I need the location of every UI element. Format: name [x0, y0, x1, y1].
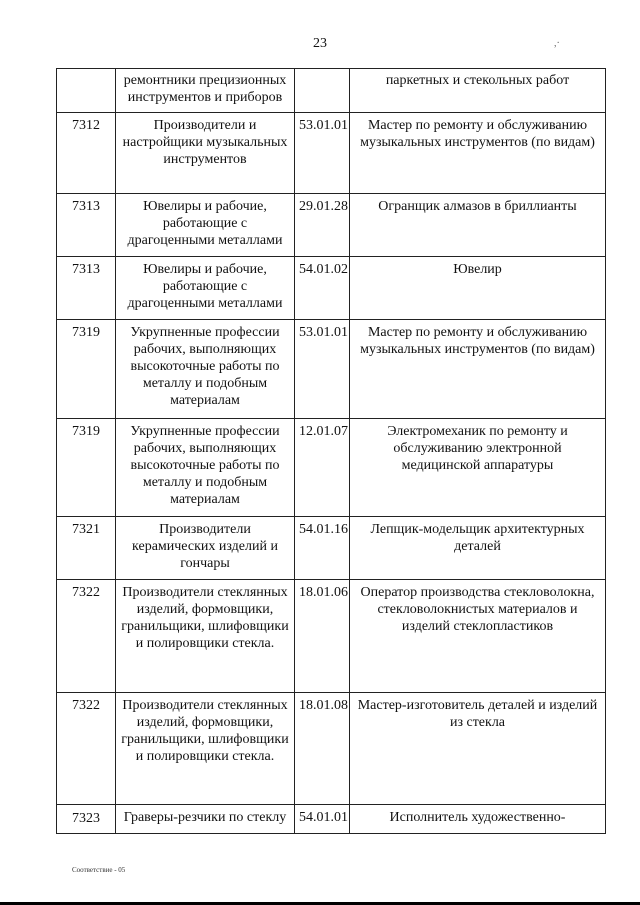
- occupation-group-cell: Граверы-резчики по стеклу: [116, 805, 295, 834]
- table-row: [57, 320, 606, 419]
- okz-code-cell: 7322: [57, 693, 116, 805]
- program-code-cell: 54.01.02: [295, 257, 350, 320]
- profession-cell: Электромеханик по ремонту и обслуживанию электронной медицинской аппаратуры: [350, 419, 606, 517]
- okz-code-cell: 7313: [57, 257, 116, 320]
- occupation-group-cell: Производители и настройщики музыкальных инструментов: [116, 113, 295, 194]
- occupation-group-cell: Ювелиры и рабочие, работающие с драгоценными металлами: [116, 257, 295, 320]
- occupation-group-cell: Производители стеклянных изделий, формовщики, гранильщики, шлифовщики и полировщики стекла.: [116, 580, 295, 693]
- scan-mark: ,·: [554, 38, 560, 49]
- program-code-cell: 18.01.08: [295, 693, 350, 805]
- okz-code-cell: 7323: [57, 805, 116, 834]
- profession-cell: Ювелир: [350, 257, 606, 320]
- program-code-cell: [295, 69, 350, 113]
- profession-cell: Лепщик-модельщик архитектурных деталей: [350, 517, 606, 580]
- program-code-cell: 29.01.28: [295, 194, 350, 257]
- occupation-group-cell: Производители стеклянных изделий, формовщики, гранильщики, шлифовщики и полировщики стекла.: [116, 693, 295, 805]
- program-code-cell: 12.01.07: [295, 419, 350, 517]
- profession-cell: Огранщик алмазов в бриллианты: [350, 194, 606, 257]
- okz-code-cell: 7319: [57, 419, 116, 517]
- okz-code-cell: 7312: [57, 113, 116, 194]
- occupation-group-cell: Ювелиры и рабочие, работающие с драгоценными металлами: [116, 194, 295, 257]
- occupation-group-cell: Укрупненные профессии рабочих, выполняющих высокоточные работы по металлу и подобным материалам: [116, 320, 295, 419]
- occupation-group-cell: Производители керамических изделий и гончары: [116, 517, 295, 580]
- program-code-cell: 54.01.16: [295, 517, 350, 580]
- table-row: [57, 693, 606, 805]
- profession-cell: Оператор производства стекловолокна, стекловолокнистых материалов и изделий стеклопластиков: [350, 580, 606, 693]
- profession-cell: Исполнитель художественно-: [350, 805, 606, 834]
- profession-cell: Мастер-изготовитель деталей и изделий из стекла: [350, 693, 606, 805]
- footer-note: Соответствие - 05: [72, 866, 126, 874]
- table-row: [57, 113, 606, 194]
- okz-code-cell: 7319: [57, 320, 116, 419]
- occupation-group-cell: ремонтники прецизионных инструментов и приборов: [116, 69, 295, 113]
- profession-cell: Мастер по ремонту и обслуживанию музыкальных инструментов (по видам): [350, 320, 606, 419]
- okz-code-cell: [57, 69, 116, 113]
- table-row: [57, 194, 606, 257]
- table-row: [57, 257, 606, 320]
- program-code-cell: 53.01.01: [295, 320, 350, 419]
- table-row: [57, 805, 606, 834]
- table-row: [57, 517, 606, 580]
- occupation-group-cell: Укрупненные профессии рабочих, выполняющих высокоточные работы по металлу и подобным материалам: [116, 419, 295, 517]
- page-number: 23: [313, 36, 327, 51]
- profession-cell: Мастер по ремонту и обслуживанию музыкальных инструментов (по видам): [350, 113, 606, 194]
- okz-code-cell: 7313: [57, 194, 116, 257]
- okz-code-cell: 7322: [57, 580, 116, 693]
- program-code-cell: 18.01.06: [295, 580, 350, 693]
- okz-code-cell: 7321: [57, 517, 116, 580]
- table-row: [57, 69, 606, 113]
- profession-cell: паркетных и стекольных работ: [350, 69, 606, 113]
- professions-table: [56, 68, 606, 834]
- table-row: [57, 419, 606, 517]
- table-row: [57, 580, 606, 693]
- program-code-cell: 53.01.01: [295, 113, 350, 194]
- program-code-cell: 54.01.01: [295, 805, 350, 834]
